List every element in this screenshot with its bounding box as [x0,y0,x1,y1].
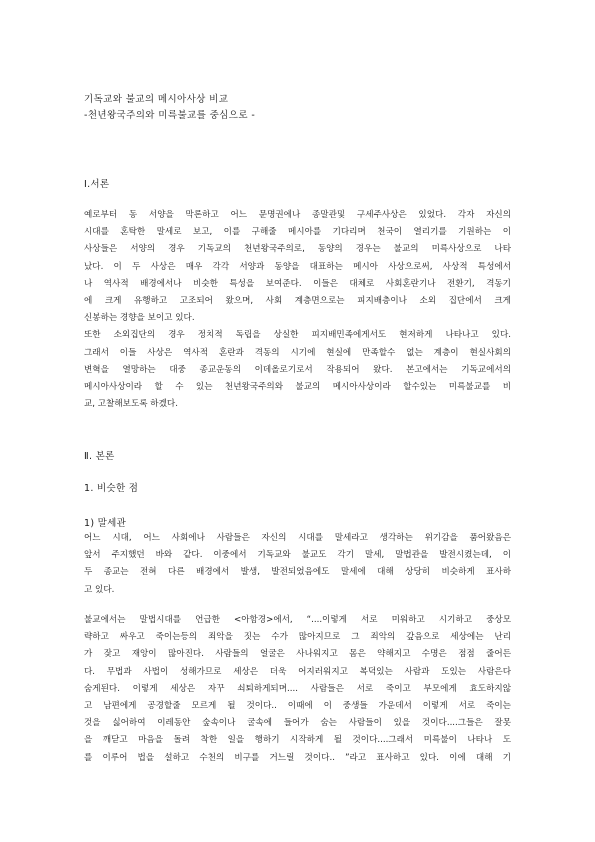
text-line: 어느 시대, 어느 사회에나 사람들은 자신의 시대를 말세라고 생각하는 위기감을 품어왔음은 [84,533,511,543]
subsubsection-heading-eschatology: 1) 말세관 [84,518,127,529]
text-line: 두 종교는 전혀 다른 배경에서 발생, 발전되었음에도 말세에 대해 상당히 비슷하게 표사하 [84,567,511,578]
text-line: 교, 고찰해보도록 하겠다. [84,399,178,410]
document-subtitle: -천년왕국주의와 미륵불교를 중심으로 - [84,110,256,121]
text-line: 변혁을 열망하는 대중 종교운동의 이데올로기로서 작용되어 왔다. 본고에서는 기독교에서의 [84,364,511,375]
text-line: 을 깨닫고 마음을 돌려 착한 일을 행하기 시작하게 될 것이다....그래서 미륵불이 나타나 도 [84,735,511,746]
text-line: 메시아사상이라 할 수 있는 천년왕국주의와 불교의 메시아사상이라 할수있는 미륵불교를 비 [84,381,511,392]
text-line: 그래서 이들 사상은 역사적 혼란과 격동의 시기에 현실에 만족할수 없는 계층이 현실사회의 [84,347,511,358]
text-line: 가 잦고 재앙이 많아진다. 사람들의 얼굴은 사나워지고 몸은 약해지고 수명은 점점 줄어든 [84,649,511,660]
text-line: 예로부터 동 서양을 막론하고 어느 문명권에나 종말관및 구세주사상은 있었다. 각자 자신의 [84,210,511,220]
text-line: 시대를 혼탁한 말세로 보고, 이를 구해줄 메시아를 기다리며 천국이 열리기를 기원하는 이 [84,227,511,238]
text-line: 나 역사적 배경에서나 비슷한 특성을 보여준다. 이들은 대체로 사회혼란기나 전환기, 격동기 [84,278,511,289]
text-line: 고 남편에게 공경할줄 모르게 될 것이다.. 이때에 이 중생들 가운데서 이렇게 서로 죽이는 [84,700,511,711]
text-line: 를 이루어 법을 설하고 수천의 비구를 거느릴 것이다.. ”라고 표사하고 있다. 이에 대해 기 [84,752,511,763]
section-heading-body: Ⅱ. 본론 [84,451,115,462]
text-line: 다. 무법과 사법이 성해가므로 세상은 더욱 어지러워지고 복덕있는 사람과 도있는 사람은다 [84,666,511,677]
text-line: 불교에서는 말법시대를 언급한 <아함경>에서, “....이렇게 서로 미워하고 시기하고 중상모 [84,615,511,625]
text-line: 숨게된다. 이렇게 세상은 자꾸 쇠퇴하게되며.... 사람들은 서로 죽이고 부모에게 효도하지않 [84,683,511,694]
text-line: 사상들은 서양의 경우 기독교의 천년왕국주의로, 동양의 경우는 불교의 미륵사상으로 나타 [84,244,511,255]
section-heading-intro: Ⅰ.서론 [84,179,110,190]
text-line: 신봉하는 경향을 보이고 있다. [84,313,195,324]
intro-paragraph-1 [84,207,511,327]
text-line: 에 크게 유행하고 고조되어 왔으며, 사회 계층면으로는 피지배층이나 소외 집단에서 크게 [84,295,511,306]
body-paragraph-2 [84,612,511,767]
text-line: 략하고 싸우고 죽이는등의 죄악을 짓는 수가 많아지므로 그 죄악의 갚음으로 세상에는 난리 [84,632,511,643]
title-block [84,92,511,124]
subsection-heading-similarities: 1. 비슷한 점 [84,483,139,494]
document-title: 기독교와 불교의 메시아사상 비교 [84,94,229,105]
text-line: 또한 소외집단의 경우 정치적 독립을 상실한 피지배민족에게서도 현저하게 나타나고 있다. [84,330,511,341]
text-line: 났다. 이 두 사상은 매우 각각 서양과 동양을 대표하는 메시아 사상으로써, 사상적 특성에서 [84,261,511,272]
text-line: 앞서 주지했던 바와 같다. 이중에서 기독교와 불교도 각기 말세, 말법관을 발전시켰는데, 이 [84,550,511,561]
intro-paragraph-2 [84,327,511,413]
body-paragraph-1 [84,530,511,599]
text-line: 것을 싫어하여 이레동안 숲속이나 굴속에 들어가 숨는 사람들이 있을 것이다....그들은 잘못 [84,718,511,729]
text-line: 고 있다. [84,584,115,595]
